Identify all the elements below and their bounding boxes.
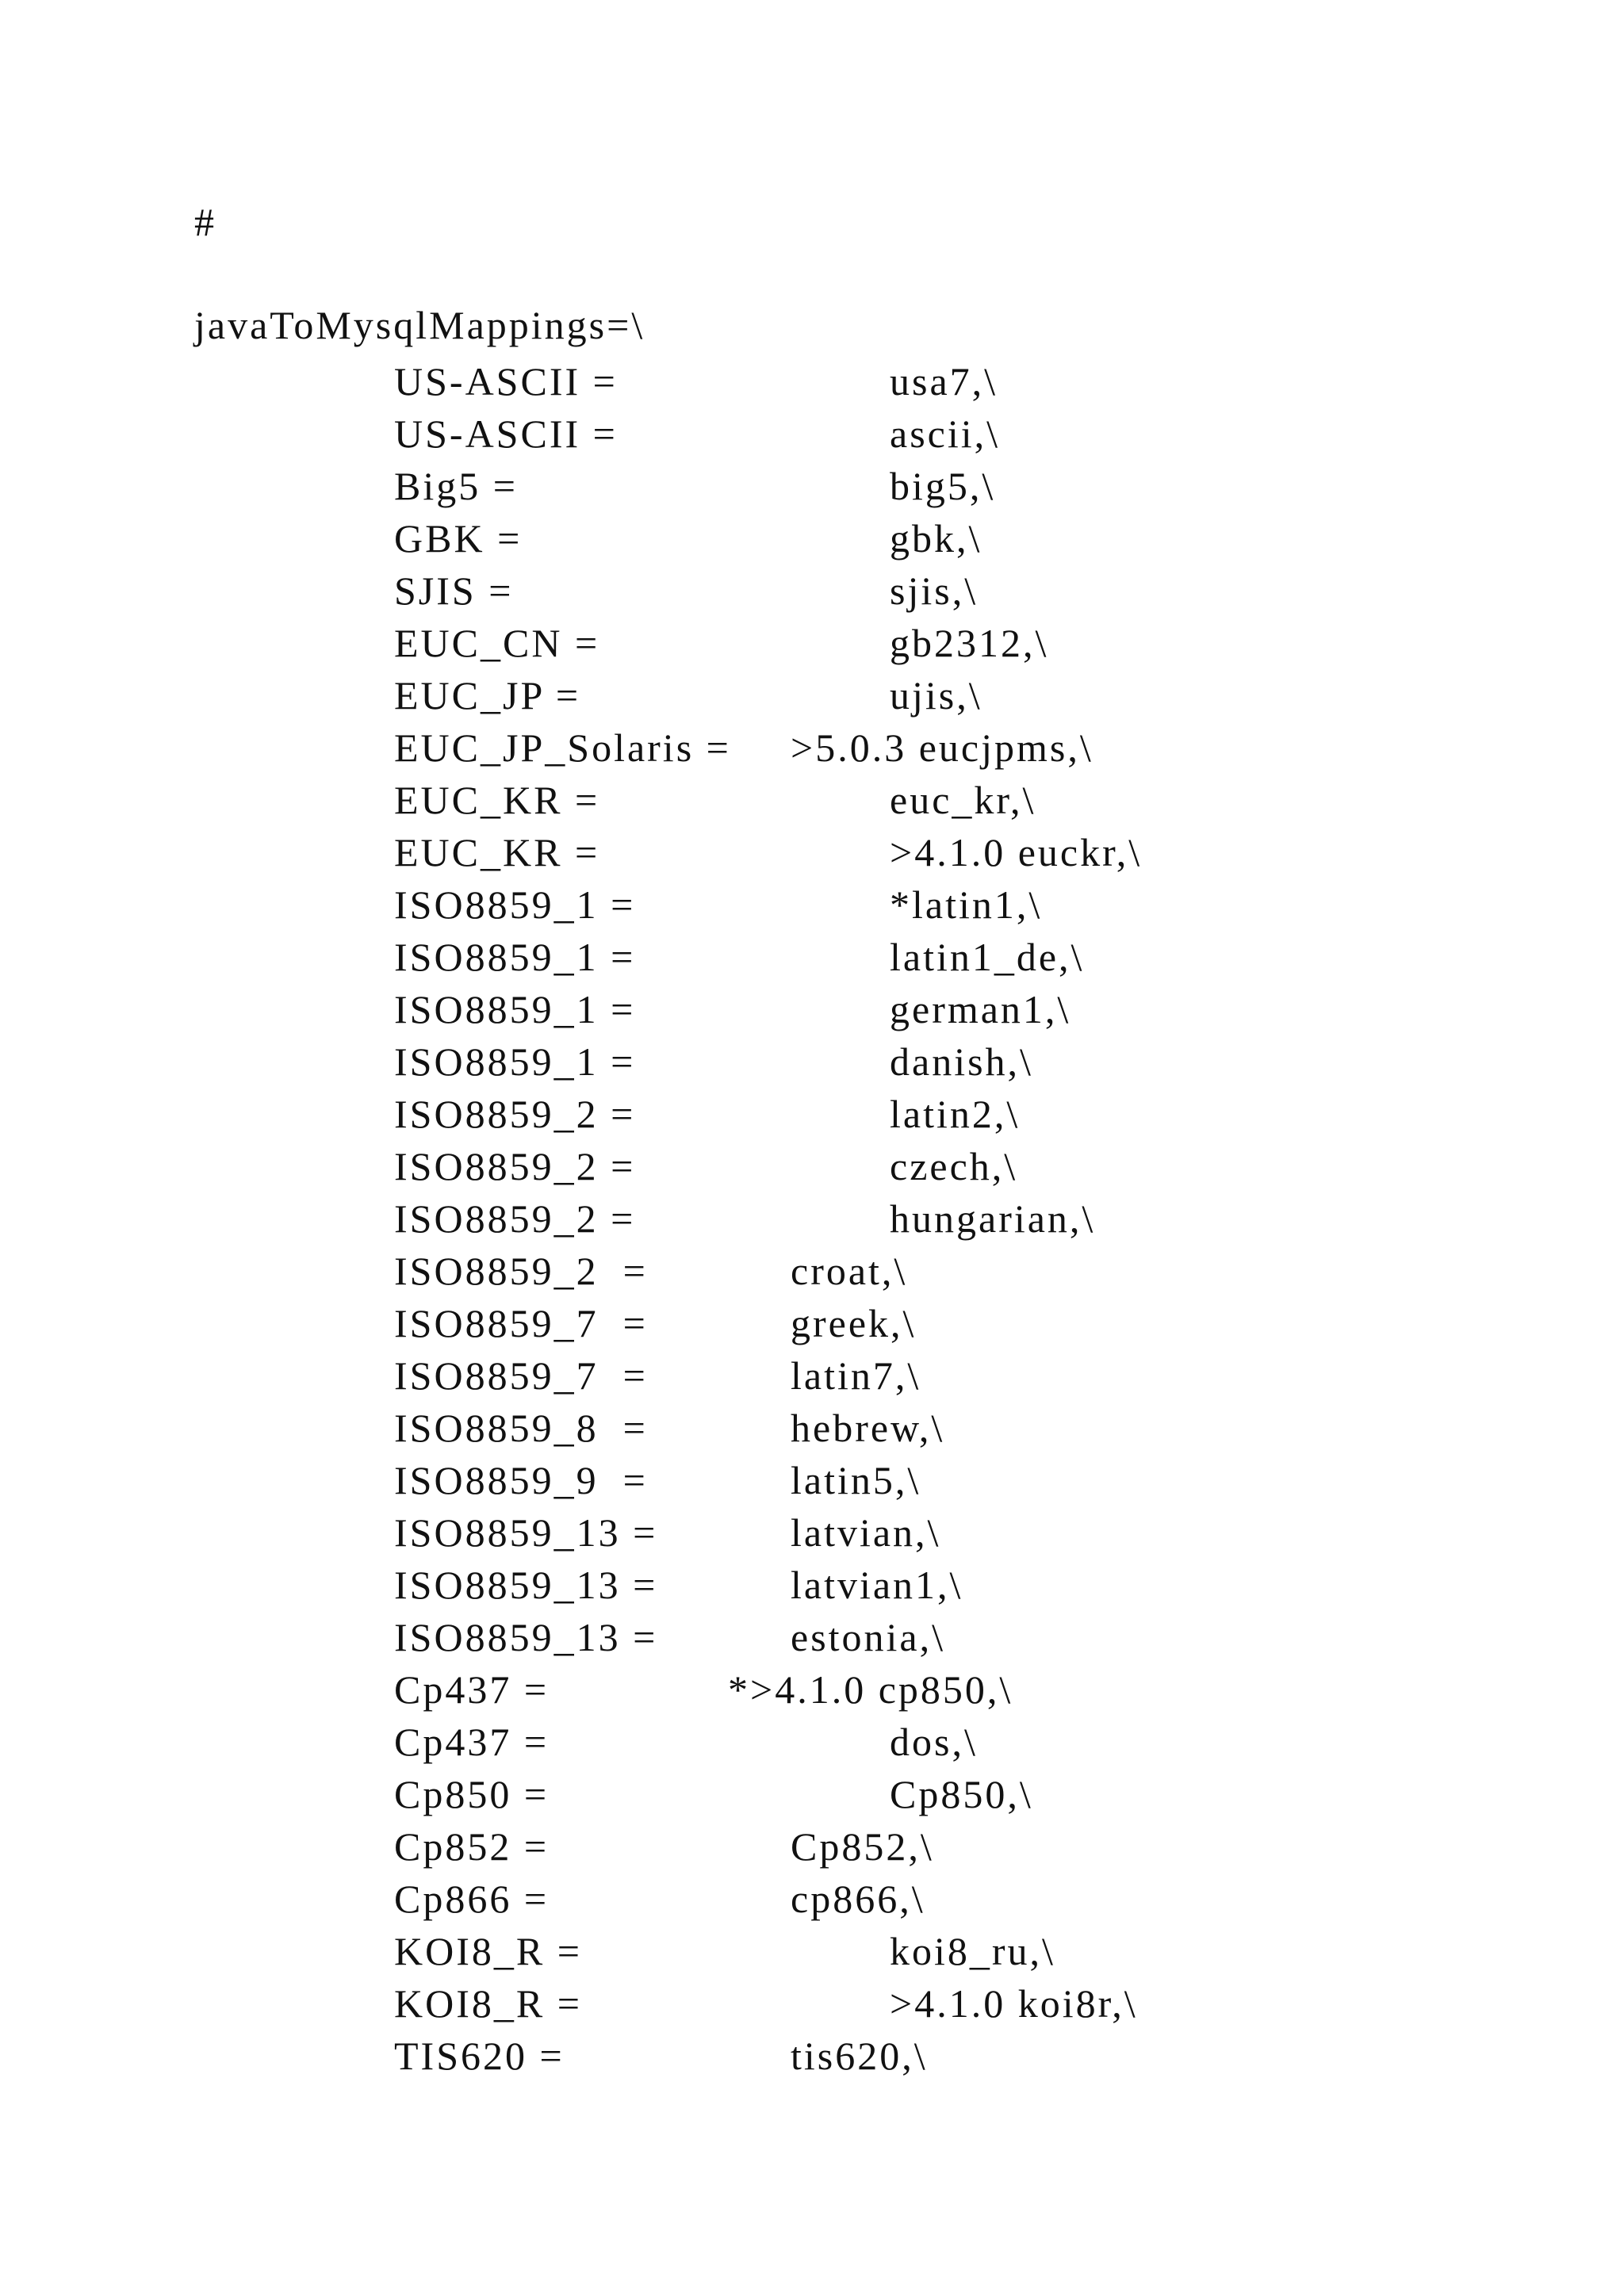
mapping-row — [0, 1977, 1624, 2030]
mapping-row — [0, 1663, 1624, 1716]
mysql-charset: gb2312,\ — [890, 621, 1049, 665]
mapping-row — [0, 460, 1624, 512]
mapping-row — [0, 826, 1624, 878]
mysql-charset: latvian,\ — [791, 1510, 941, 1555]
mapping-row — [0, 1873, 1624, 1925]
mapping-row — [0, 983, 1624, 1035]
java-charset: ISO8859_1 = — [394, 1039, 636, 1084]
java-charset: ISO8859_7 = — [394, 1353, 648, 1398]
java-charset: TIS620 = — [394, 2034, 565, 2078]
mysql-charset: Cp850,\ — [890, 1772, 1033, 1816]
mapping-row — [0, 1192, 1624, 1245]
mysql-charset: Cp852,\ — [791, 1824, 934, 1869]
java-charset: US-ASCII = — [394, 411, 618, 456]
java-charset: KOI8_R = — [394, 1929, 582, 1973]
mysql-charset: hebrew,\ — [791, 1406, 945, 1450]
mysql-charset: cp866,\ — [791, 1877, 925, 1921]
mapping-row — [0, 1035, 1624, 1088]
mysql-charset: tis620,\ — [791, 2034, 928, 2078]
mysql-charset: latin1_de,\ — [890, 935, 1085, 979]
java-charset: SJIS = — [394, 568, 514, 613]
mapping-row — [0, 1140, 1624, 1192]
mysql-charset: *>4.1.0 cp850,\ — [728, 1667, 1013, 1712]
mapping-row — [0, 721, 1624, 774]
java-charset: ISO8859_2 = — [394, 1144, 636, 1188]
mapping-row — [0, 1559, 1624, 1611]
mapping-row — [0, 1506, 1624, 1559]
mysql-charset: danish,\ — [890, 1039, 1033, 1084]
mysql-charset: hungarian,\ — [890, 1196, 1096, 1241]
mapping-row — [0, 408, 1624, 460]
java-charset: ISO8859_1 = — [394, 935, 636, 979]
java-charset: ISO8859_2 = — [394, 1196, 636, 1241]
java-charset: ISO8859_8 = — [394, 1406, 648, 1450]
mysql-charset: usa7,\ — [890, 359, 998, 404]
java-charset: ISO8859_9 = — [394, 1458, 648, 1502]
mysql-charset: ujis,\ — [890, 673, 982, 718]
mysql-charset: *latin1,\ — [890, 882, 1043, 927]
mysql-charset: latin7,\ — [791, 1353, 921, 1398]
java-charset: Cp866 = — [394, 1877, 550, 1921]
mysql-charset: greek,\ — [791, 1301, 917, 1345]
mapping-row — [0, 2030, 1624, 2082]
mysql-charset: german1,\ — [890, 987, 1071, 1031]
mysql-charset: >4.1.0 euckr,\ — [890, 830, 1143, 874]
mysql-charset: >4.1.0 koi8r,\ — [890, 1981, 1138, 2026]
mysql-charset: sjis,\ — [890, 568, 979, 613]
mysql-charset: latvian1,\ — [791, 1563, 963, 1607]
java-charset: EUC_JP = — [394, 673, 581, 718]
mysql-charset: dos,\ — [890, 1720, 978, 1764]
mysql-charset: >5.0.3 eucjpms,\ — [791, 725, 1094, 770]
comment-line: # — [194, 200, 216, 244]
mapping-row — [0, 1454, 1624, 1506]
java-charset: Cp850 = — [394, 1772, 550, 1816]
java-charset: ISO8859_13 = — [394, 1510, 658, 1555]
java-charset: ISO8859_13 = — [394, 1563, 658, 1607]
mysql-charset: gbk,\ — [890, 516, 982, 561]
mapping-row — [0, 1611, 1624, 1663]
mapping-row — [0, 669, 1624, 721]
mapping-row — [0, 617, 1624, 669]
java-charset: US-ASCII = — [394, 359, 618, 404]
mapping-row — [0, 1716, 1624, 1768]
mapping-row — [0, 1768, 1624, 1820]
mapping-row — [0, 1402, 1624, 1454]
mapping-row — [0, 1297, 1624, 1349]
java-charset: Cp437 = — [394, 1667, 550, 1712]
mysql-charset: latin2,\ — [890, 1092, 1021, 1136]
mapping-row — [0, 1245, 1624, 1297]
mysql-charset: croat,\ — [791, 1249, 908, 1293]
mapping-row — [0, 1349, 1624, 1402]
mapping-row — [0, 878, 1624, 931]
java-charset: EUC_KR = — [394, 778, 600, 822]
mapping-row — [0, 512, 1624, 564]
mapping-row — [0, 355, 1624, 408]
java-charset: EUC_KR = — [394, 830, 600, 874]
mysql-charset: ascii,\ — [890, 411, 1001, 456]
mapping-row — [0, 564, 1624, 617]
mysql-charset: estonia,\ — [791, 1615, 946, 1659]
java-charset: ISO8859_7 = — [394, 1301, 648, 1345]
java-charset: KOI8_R = — [394, 1981, 582, 2026]
java-charset: ISO8859_2 = — [394, 1092, 636, 1136]
java-charset: ISO8859_1 = — [394, 987, 636, 1031]
mapping-row — [0, 1820, 1624, 1873]
mapping-row — [0, 1925, 1624, 1977]
mysql-charset: latin5,\ — [791, 1458, 921, 1502]
java-charset: GBK = — [394, 516, 523, 561]
java-charset: Cp437 = — [394, 1720, 550, 1764]
java-charset: EUC_CN = — [394, 621, 600, 665]
mysql-charset: euc_kr,\ — [890, 778, 1036, 822]
mapping-row — [0, 774, 1624, 826]
java-charset: Big5 = — [394, 464, 518, 508]
property-name: javaToMysqlMappings=\ — [194, 303, 645, 347]
java-charset: EUC_JP_Solaris = — [394, 725, 731, 770]
mysql-charset: czech,\ — [890, 1144, 1018, 1188]
java-charset: ISO8859_1 = — [394, 882, 636, 927]
java-charset: ISO8859_2 = — [394, 1249, 648, 1293]
mapping-row — [0, 1088, 1624, 1140]
mysql-charset: big5,\ — [890, 464, 996, 508]
mysql-charset: koi8_ru,\ — [890, 1929, 1055, 1973]
java-charset: Cp852 = — [394, 1824, 550, 1869]
java-charset: ISO8859_13 = — [394, 1615, 658, 1659]
mapping-row — [0, 931, 1624, 983]
